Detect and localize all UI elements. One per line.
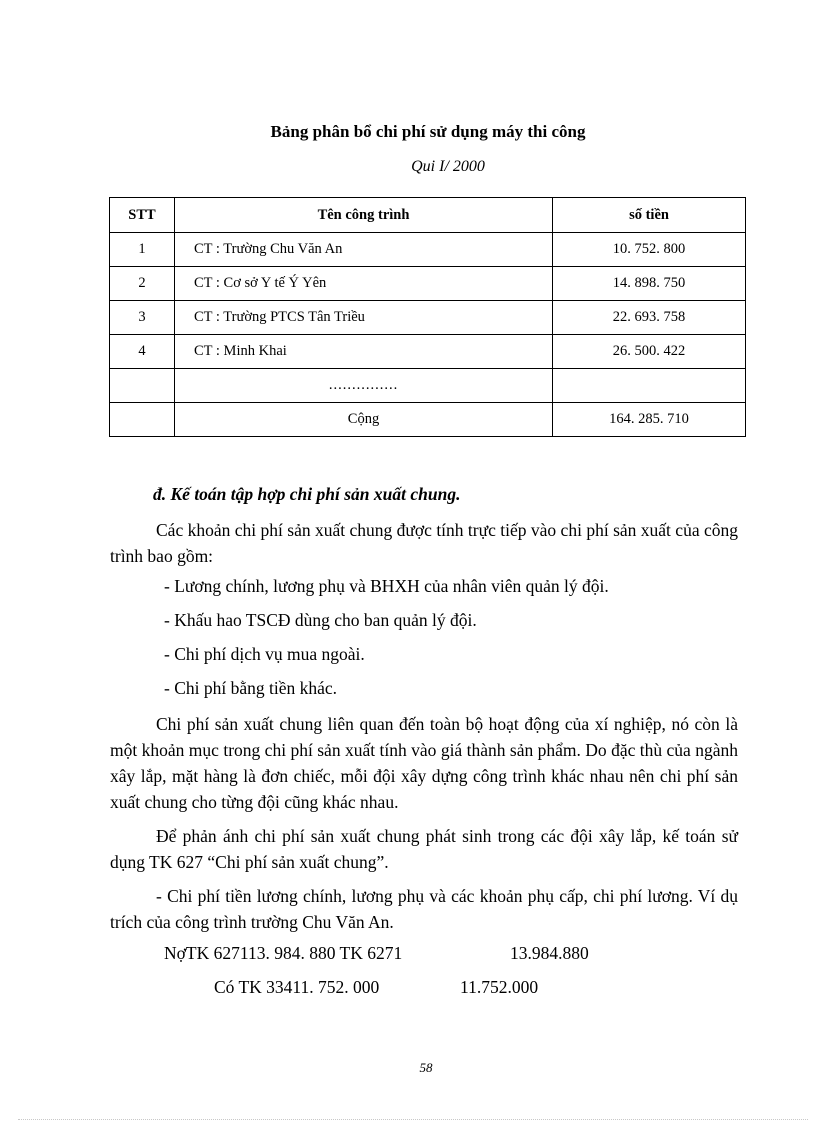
table-total-row xyxy=(110,403,746,437)
paragraph-text: Để phản ánh chi phí sản xuất chung phát sinh trong các đội xây lắp, kế toán sử dụng TK 627 “Chi phí sản xuất chung”. xyxy=(110,826,738,872)
bullet-item: - Chi phí dịch vụ mua ngoài. xyxy=(164,644,365,664)
bullet-item: - Khấu hao TSCĐ dùng cho ban quản lý đội. xyxy=(164,610,477,630)
row-amount: 26. 500. 422 xyxy=(553,335,746,369)
debit-entry-label: NợTK 627113. 984. 880 TK 6271 xyxy=(164,943,403,963)
total-label: Cộng xyxy=(175,403,553,437)
row-project-name: CT : Cơ sở Y tế Ý Yên xyxy=(175,267,553,301)
row-amount: 10. 752. 800 xyxy=(553,233,746,267)
row-amount: 14. 898. 750 xyxy=(553,267,746,301)
paragraph-text: Chi phí sản xuất chung liên quan đến toàn bộ hoạt động của xí nghiệp, nó còn là một khoản mục trong chi phí sản xuất tính vào giá thành sản phẩm. Do đặc thù của ngành xây lắp, mặt hàng là đơn chiếc, mỗi đội xây dựng công trình khác nhau nên chi phí sản xuất chung cho từng đội cũng khác nhau. xyxy=(110,714,738,812)
credit-entry-label: Có TK 33411. 752. 000 xyxy=(214,977,380,997)
row-stt: 4 xyxy=(110,335,175,369)
footer-divider xyxy=(18,1119,808,1120)
row-amount: 22. 693. 758 xyxy=(553,301,746,335)
table-row xyxy=(110,301,746,335)
debit-entry-amount: 13.984.880 xyxy=(510,943,589,963)
empty-cell xyxy=(110,369,175,403)
page-title: Bảng phân bổ chi phí sử dụng máy thi công xyxy=(270,122,586,141)
table-header-row xyxy=(110,198,746,233)
row-stt: 1 xyxy=(110,233,175,267)
header-stt: STT xyxy=(110,198,175,233)
credit-entry-amount: 11.752.000 xyxy=(460,977,539,997)
total-amount: 164. 285. 710 xyxy=(553,403,746,437)
paragraph-text: Các khoản chi phí sản xuất chung được tính trực tiếp vào chi phí sản xuất của công trình bao gồm: xyxy=(110,520,738,566)
bullet-item: - Chi phí bằng tiền khác. xyxy=(164,678,338,698)
paragraph xyxy=(110,883,738,935)
paragraph xyxy=(110,517,738,569)
cost-allocation-table xyxy=(109,197,746,437)
table-row xyxy=(110,267,746,301)
bullet-item: - Lương chính, lương phụ và BHXH của nhân viên quản lý đội. xyxy=(164,576,609,596)
empty-cell xyxy=(553,369,746,403)
ellipsis-cell: ............... xyxy=(175,369,553,403)
row-project-name: CT : Minh Khai xyxy=(175,335,553,369)
header-project-name: Tên công trình xyxy=(175,198,553,233)
table-row xyxy=(110,233,746,267)
section-heading: đ. Kế toán tập hợp chi phí sản xuất chung. xyxy=(153,484,461,504)
table-row-ellipsis xyxy=(110,369,746,403)
row-stt: 2 xyxy=(110,267,175,301)
row-project-name: CT : Trường PTCS Tân Triều xyxy=(175,301,553,335)
paragraph-text: - Chi phí tiền lương chính, lương phụ và các khoản phụ cấp, chi phí lương. Ví dụ trích của công trình trường Chu Văn An. xyxy=(110,886,738,932)
row-stt: 3 xyxy=(110,301,175,335)
paragraph xyxy=(110,823,738,875)
row-project-name: CT : Trường Chu Văn An xyxy=(175,233,553,267)
header-amount: số tiền xyxy=(553,198,746,233)
page-number: 58 xyxy=(419,1060,433,1075)
table-row xyxy=(110,335,746,369)
page-subtitle: Qui I/ 2000 xyxy=(411,158,485,175)
empty-cell xyxy=(110,403,175,437)
paragraph xyxy=(110,711,738,815)
